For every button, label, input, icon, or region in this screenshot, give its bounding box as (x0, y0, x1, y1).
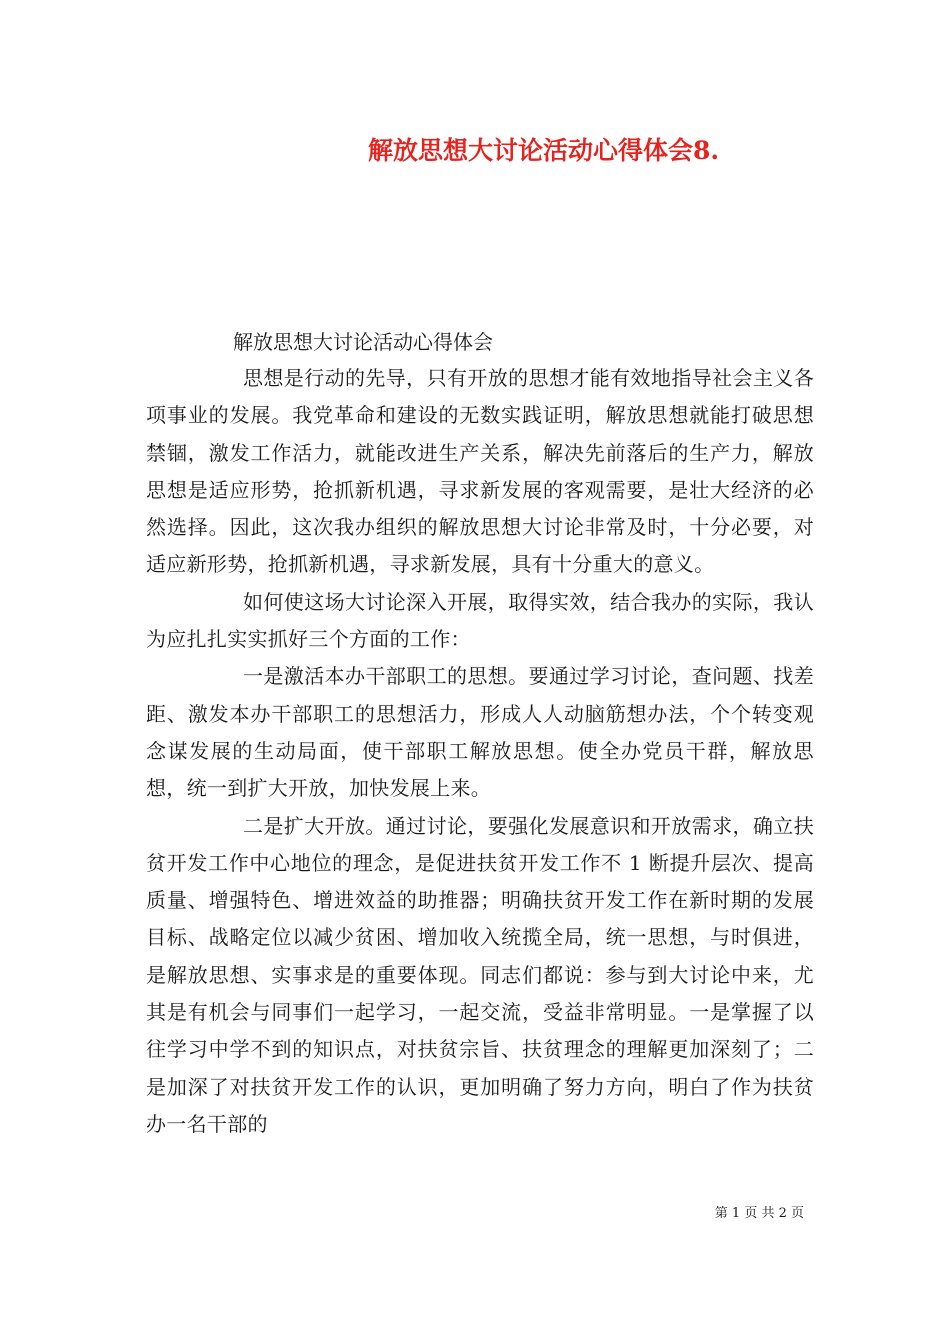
document-body (146, 324, 814, 1143)
paragraph-1: 思想是行动的先导，只有开放的思想才能有效地指导社会主义各项事业的发展。我党革命和建设的无数实践证明，解放思想就能打破思想禁锢，激发工作活力，就能改进生产关系，解决先前落后的生产力，解放思想是适应形势，抢抓新机遇，寻求新发展的客观需要，是壮大经济的必然选择。因此，这次我办组织的解放思想大讨论非常及时，十分必要，对适应新形势，抢抓新机遇，寻求新发展，具有十分重大的意义。 (146, 366, 814, 577)
paragraph-4: 二是扩大开放。通过讨论，要强化发展意识和开放需求，确立扶贫开发工作中心地位的理念，是促进扶贫开发工作不 1 断提升层次、提高质量、增强特色、增进效益的助推器；明确扶贫开发工作在新时期的发展目标、战略定位以减少贫困、增加收入统揽全局，统一思想，与时俱进，是解放思想、实事求是的重要体现。同志们都说：参与到大讨论中来，尤其是有机会与同事们一起学习，一起交流，受益非常明显。一是掌握了以往学习中学不到的知识点，对扶贫宗旨、扶贫理念的理解更加深刻了；二是加深了对扶贫开发工作的认识，更加明确了努力方向，明白了作为扶贫办一名干部的 (146, 813, 814, 1136)
page-footer: 第 1 页 共 2 页 (714, 1206, 804, 1221)
paragraph-3: 一是激活本办干部职工的思想。要通过学习讨论，查问题、找差距、激发本办干部职工的思想活力，形成人人动脑筋想办法，个个转变观念谋发展的生动局面，使干部职工解放思想。使全办党员干群，解放思想，统一到扩大开放，加快发展上来。 (146, 664, 814, 801)
paragraph-2: 如何使这场大讨论深入开展，取得实效，结合我办的实际，我认为应扎扎实实抓好三个方面的工作： (146, 589, 814, 652)
document-subtitle: 解放思想大讨论活动心得体会 (233, 330, 493, 354)
document-title: 解放思想大讨论活动心得体会8. (368, 136, 720, 165)
